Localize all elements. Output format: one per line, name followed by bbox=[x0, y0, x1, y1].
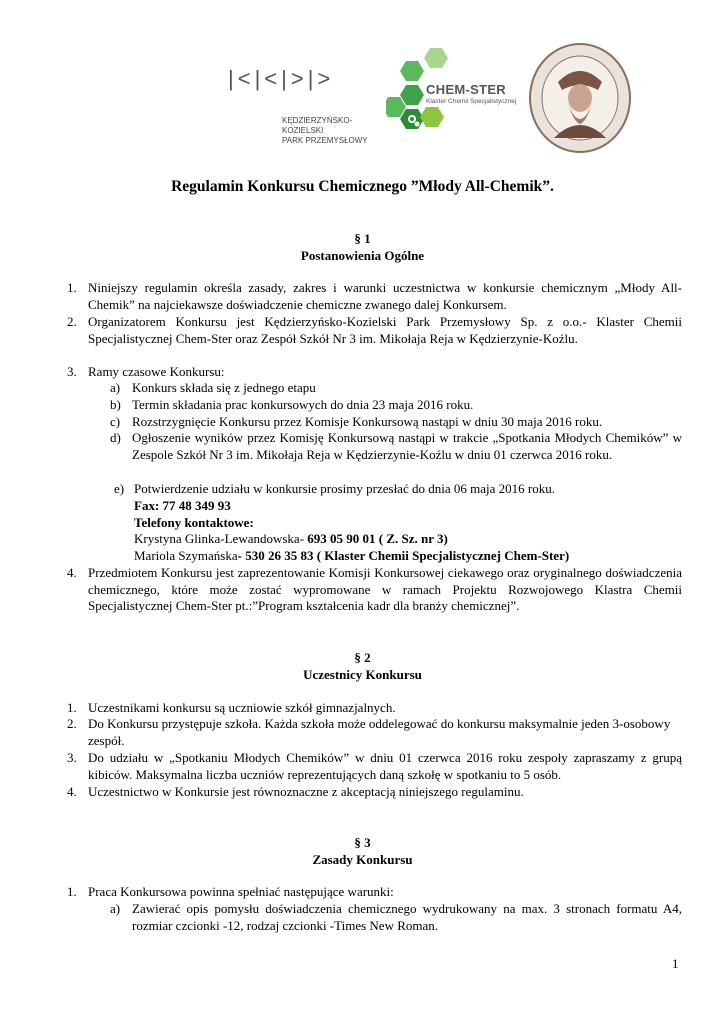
phones-label: Telefony kontaktowe: bbox=[134, 515, 254, 530]
s2-item4-text: Uczestnictwo w Konkursie jest równoznaczne z akceptacją niniejszego regulaminu. bbox=[88, 784, 524, 799]
s2-item4-number: 4. bbox=[67, 784, 77, 799]
s2-item1-number: 1. bbox=[67, 700, 77, 715]
s2-item2-number: 2. bbox=[67, 716, 77, 731]
section-2-number: § 2 bbox=[354, 650, 371, 665]
contact-1-phone: 693 05 90 01 ( Z. Sz. nr 3) bbox=[307, 531, 448, 546]
s3-item1a-letter: a) bbox=[110, 901, 121, 916]
s2-item1-text: Uczestnikami konkursu są uczniowie szkół gimnazjalnych. bbox=[88, 700, 396, 715]
s2-item2-text: Do Konkursu przystępuje szkoła. Każda szkoła może oddelegować do konkursu maksymalnie jeden 3-osobowy zespół. bbox=[88, 716, 671, 748]
logo-header bbox=[0, 40, 725, 160]
s1-item3b-letter: b) bbox=[110, 397, 121, 412]
section-1-title: Postanowienia Ogólne bbox=[300, 248, 425, 263]
section-1-number: § 1 bbox=[354, 231, 371, 246]
page-number: 1 bbox=[672, 956, 679, 971]
s1-item3d-letter: d) bbox=[110, 430, 121, 445]
s3-item1-text: Praca Konkursowa powinna spełniać następujące warunki: bbox=[88, 884, 394, 899]
s1-item3-number: 3. bbox=[67, 364, 77, 379]
s1-item3c-letter: c) bbox=[110, 414, 121, 429]
chem-ster-logo bbox=[386, 45, 516, 145]
kkpp-name-line1: KĘDZIERZYŃSKO-KOZIELSKI bbox=[282, 116, 353, 135]
kkpp-name-line2: PARK PRZEMYSŁOWY bbox=[282, 136, 368, 145]
s1-item1-number: 1. bbox=[67, 280, 77, 295]
section-2-title: Uczestnicy Konkursu bbox=[303, 667, 422, 682]
s2-item3-number: 3. bbox=[67, 750, 77, 765]
kkpp-logo bbox=[208, 58, 386, 148]
s1-item3c-text: Rozstrzygnięcie Konkursu przez Komisje Konkursową nastąpi w dniu 30 maja 2016 roku. bbox=[132, 414, 603, 429]
s1-item3e-letter: e) bbox=[114, 481, 125, 496]
s1-item2-number: 2. bbox=[67, 314, 77, 329]
section-3-number: § 3 bbox=[354, 835, 371, 850]
section-3-title: Zasady Konkursu bbox=[312, 852, 413, 867]
school-seal-logo bbox=[528, 42, 632, 154]
s1-item3a-letter: a) bbox=[110, 380, 121, 395]
s1-item2-text: Organizatorem Konkursu jest Kędzierzyńsko-Kozielski Park Przemysłowy Sp. z o.o.- Klaster Chemii Specjalistycznej Chem-Ster oraz Zespół Szkół Nr 3 im. Mikołaja Reja w Kędzierzynie-Koźlu. bbox=[88, 314, 682, 346]
kkpp-mark: |<|<|>|> bbox=[228, 66, 335, 91]
chem-ster-title: CHEM-STER bbox=[426, 82, 506, 97]
s1-item1-text: Niniejszy regulamin określa zasady, zakres i warunki uczestnictwa w konkursie chemicznym „Młody All-Chemik” na najciekawsze doświadczenie chemiczne zwanego dalej Konkursem. bbox=[88, 280, 682, 312]
s1-item3d-text: Ogłoszenie wyników przez Komisję Konkursową nastąpi w trakcie „Spotkania Młodych Chemików” w Zespole Szkół Nr 3 im. Mikołaja Reja w Kędzierzynie-Koźlu w dniu 01 czerwca 2016 roku. bbox=[132, 430, 682, 462]
contact-2-name: Mariola Szymańska bbox=[134, 548, 238, 563]
document-title: Regulamin Konkursu Chemicznego ”Młody All-Chemik”. bbox=[171, 178, 554, 195]
s3-item1a-text: Zawierać opis pomysłu doświadczenia chemicznego wydrukowany na max. 3 stronach formatu A4, rozmiar czcionki -12, rodzaj czcionki -Times New Roman. bbox=[132, 901, 682, 933]
contact-1-name: Krystyna Glinka-Lewandowska- bbox=[134, 531, 308, 546]
s1-item3-text: Ramy czasowe Konkursu: bbox=[88, 364, 225, 379]
s2-item3-text: Do udziału w „Spotkaniu Młodych Chemików” w dniu 01 czerwca 2016 roku zespoły zapraszamy z grupą kibiców. Maksymalna liczba uczniów reprezentujących daną szkołę w spotkaniu to 5 osób. bbox=[88, 750, 682, 782]
contact-2 bbox=[134, 548, 569, 565]
contact-1 bbox=[134, 531, 448, 548]
s1-item3e-text: Potwierdzenie udziału w konkursie prosimy przesłać do dnia 06 maja 2016 roku. bbox=[134, 481, 555, 496]
chem-ster-subtitle: Klaster Chemii Specjalistycznej bbox=[426, 98, 517, 105]
school-seal-icon bbox=[528, 42, 632, 154]
s1-item3a-text: Konkurs składa się z jednego etapu bbox=[132, 380, 316, 395]
contact-2-phone: - 530 26 35 83 ( Klaster Chemii Specjalistycznej Chem-Ster) bbox=[237, 548, 570, 563]
fax-number: Fax: 77 48 349 93 bbox=[134, 498, 231, 513]
s1-item4-number: 4. bbox=[67, 565, 77, 580]
s3-item1-number: 1. bbox=[67, 884, 77, 899]
s1-item4-text: Przedmiotem Konkursu jest zaprezentowanie Komisji Konkursowej ciekawego oraz oryginalnego doświadczenia chemicznego, które może zostać wypromowane w ramach Projektu Rozwojowego Klastra Chemii Specjalistycznej Chem-Ster pt.:”Program kształcenia kadr dla branży chemicznej”. bbox=[88, 565, 682, 613]
s1-item3b-text: Termin składania prac konkursowych do dnia 23 maja 2016 roku. bbox=[132, 397, 474, 412]
